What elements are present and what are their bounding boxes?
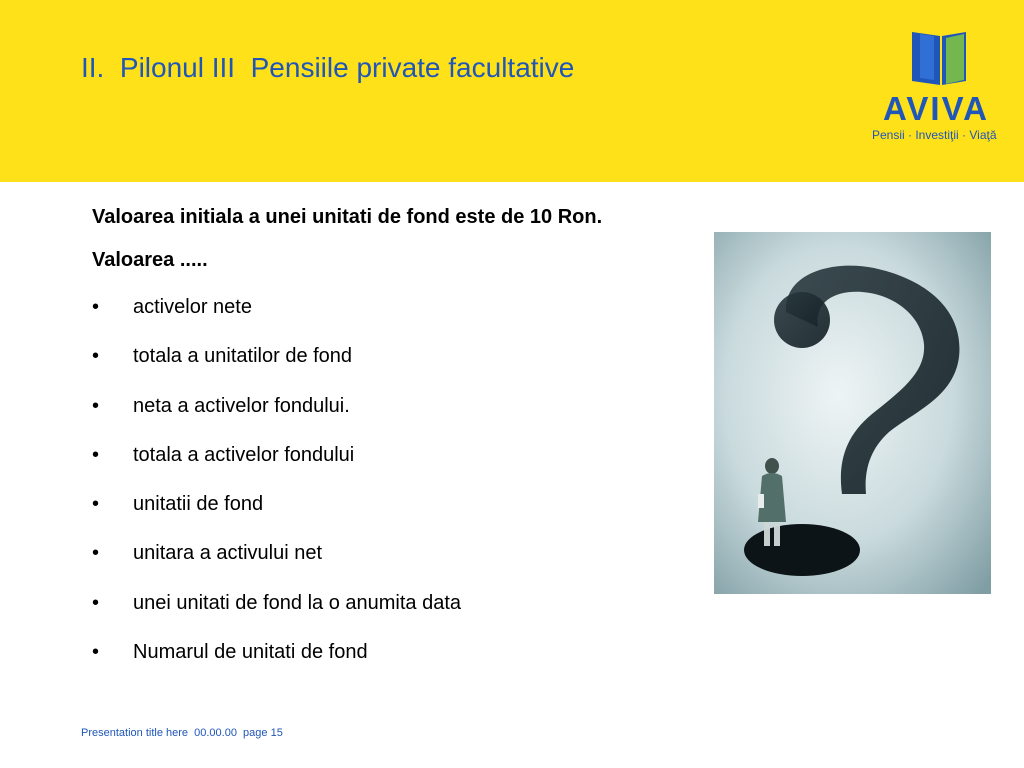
list-item xyxy=(92,540,692,566)
option-text: totala a unitatilor de fond xyxy=(133,345,353,368)
option-text: totala a activelor fondului xyxy=(133,443,355,466)
option-text: unei unitati de fond la o anumita data xyxy=(133,591,462,614)
option-text: Numarul de unitati de fond xyxy=(133,641,368,664)
bullet-icon: • xyxy=(92,296,100,318)
bullet-icon: • xyxy=(92,542,100,565)
bullet-icon: • xyxy=(92,591,100,614)
option-text: unitara a activului net xyxy=(133,542,323,565)
option-text: neta a activelor fondului. xyxy=(133,394,350,417)
answer-options-list xyxy=(92,294,692,665)
list-item xyxy=(92,442,692,468)
aviva-logo xyxy=(868,30,1008,150)
bullet-icon: • xyxy=(92,493,100,516)
list-item xyxy=(92,590,692,616)
logo-wordmark: AVIVA xyxy=(883,90,989,127)
bullet-icon: • xyxy=(92,443,100,466)
bullet-icon: • xyxy=(92,641,100,664)
question-mark-icon xyxy=(714,232,991,594)
slide-title: II. Pilonul III Pensiile private facultative xyxy=(81,52,575,83)
lead-statement: Valoarea initiala a unei unitati de fond este de 10 Ron. xyxy=(92,206,603,228)
list-item xyxy=(92,639,692,665)
bullet-icon: • xyxy=(92,345,100,368)
slide-body xyxy=(92,203,692,688)
lead-question: Valoarea ..... xyxy=(92,249,208,271)
aviva-logo-flag-icon xyxy=(868,30,1008,90)
list-item xyxy=(92,393,692,419)
list-item xyxy=(92,343,692,369)
list-item xyxy=(92,491,692,517)
question-mark-photo xyxy=(714,232,991,594)
footer-text: Presentation title here 00.00.00 page 15 xyxy=(81,727,283,739)
list-item xyxy=(92,294,692,320)
bullet-icon: • xyxy=(92,394,100,417)
option-text: unitatii de fond xyxy=(133,493,264,516)
option-text: activelor nete xyxy=(133,296,252,318)
logo-tagline: Pensii · Investiţii · Viaţă xyxy=(872,128,997,142)
